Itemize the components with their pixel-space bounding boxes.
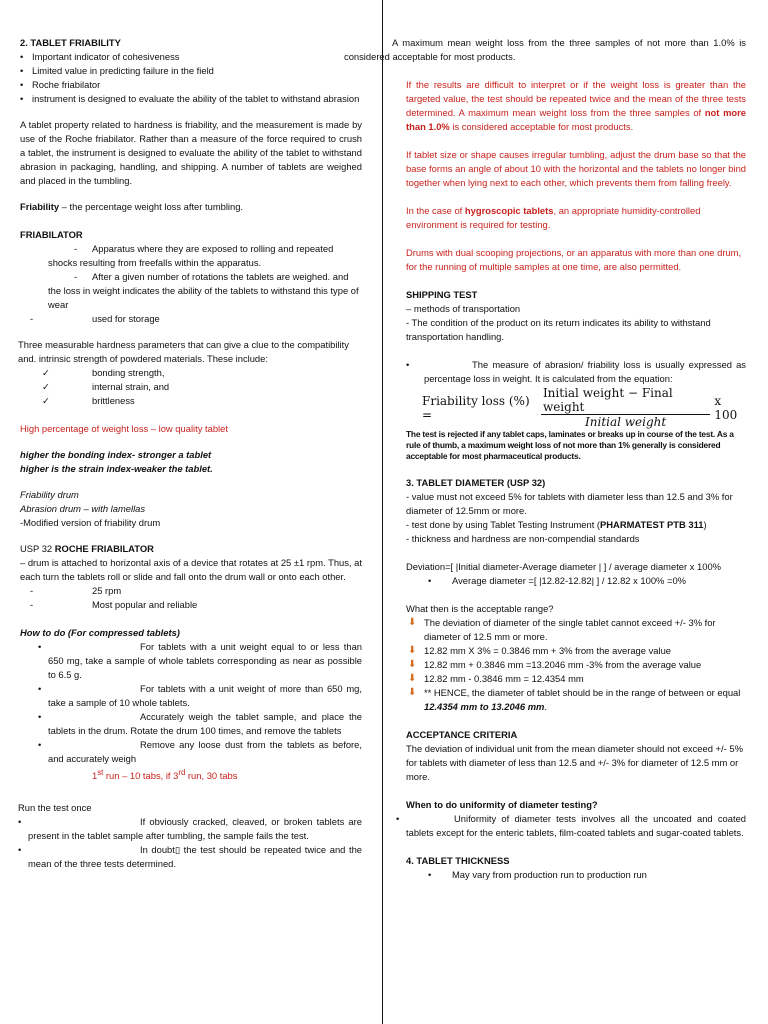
list-item: • In doubt▯ the test should be repeated twice and the mean of the three tests determined.	[18, 844, 362, 870]
average-formula: • Average diameter =[ |12.82-12.82| ] / 12.82 x 100% =0%	[428, 575, 687, 586]
red-text: , an appropriate humidity-controlled environment is required for testing.	[406, 205, 701, 230]
section-title-shipping: SHIPPING TEST	[406, 289, 478, 300]
section-title-friability: 2. TABLET FRIABILITY	[20, 37, 121, 48]
drum-line: Friability drum	[20, 489, 79, 500]
shipping-line: - The condition of the product on its return indicates its ability to withstand transportation handling.	[406, 317, 711, 342]
diameter-line: - thickness and hardness are non-compendial standards	[406, 533, 640, 544]
list-item-text: In doubt▯ the test should be repeated twice and the mean of the three tests determined.	[28, 844, 362, 870]
run-once: Run the test once	[18, 802, 92, 814]
runs-text: run – 10 tabs, if 3	[103, 770, 179, 782]
shipping-line: – methods of transportation	[406, 303, 521, 314]
formula-numerator: Initial weight − Final weight	[541, 386, 710, 415]
high-loss-note: High percentage of weight loss – low quality tablet	[20, 423, 228, 434]
howto-title: How to do (For compressed tablets)	[20, 627, 180, 638]
hardness-intro: Three measurable hardness parameters that can give a clue to the compatibility and. intrinsic strength of powdered materials. These include:	[18, 339, 349, 364]
mean-loss-top: A maximum mean weight loss from the three samples of not more than 1.0% is considered acceptable for most products.	[344, 37, 746, 62]
list-item: ⬇ The deviation of diameter of the single tablet cannot exceed +/- 3% for diameter of 12.5 mm or more.	[406, 616, 746, 644]
diameter-text: - test done by using Tablet Testing Instrument (	[406, 519, 601, 530]
list-item-text: For tablets with a unit weight of more than 650 mg, take a sample of 10 whole tablets.	[48, 683, 362, 708]
runs-sup: st	[97, 768, 104, 777]
friability-formula	[422, 386, 746, 429]
drum-line: -Modified version of friability drum	[20, 517, 161, 528]
formula-rhs: x 100	[714, 393, 738, 422]
diameter-text: )	[703, 519, 707, 530]
runs-text: run, 30 tabs	[185, 770, 238, 782]
list-item-text: May vary from production run to production run	[452, 869, 647, 880]
list-item: • The measure of abrasion/ friability loss is usually expressed as percentage loss in weight. It is calculated from the equation:	[406, 359, 746, 384]
usp-description: – drum is attached to horizontal axis of a device that rotates at 25 ±1 rpm. Thus, at each turn the tablets roll or slide and fall onto the drum wall or onto each other.	[20, 557, 362, 582]
list-item: • For tablets with a unit weight of more than 650 mg, take a sample of 10 whole tablets.	[38, 683, 362, 708]
formula-lhs: Friability loss (%) =	[422, 393, 530, 422]
list-item-text: For tablets with a unit weight equal to or less than 650 mg, take a sample of whole tablets corresponding as near as possible to 6.5 g.	[48, 641, 362, 680]
list-item: • Accurately weigh the tablet sample, and place the tablets in the drum. Rotate the drum 100 times, and remove the tablets	[38, 711, 362, 736]
red-note-hygroscopic	[406, 204, 746, 232]
red-note-tumbling: If tablet size or shape causes irregular tumbling, adjust the drum base so that the base forms an angle of about 10 with the horizontal and the tablets no longer bind together when lying next to each other, which prevents them from falling freely.	[406, 149, 746, 188]
right-column	[344, 36, 746, 882]
section-title-acceptance: ACCEPTANCE CRITERIA	[406, 729, 518, 740]
definition-term: Friability	[20, 201, 60, 212]
formula-fraction	[541, 386, 710, 429]
list-item: ✓ internal strain, and	[20, 380, 362, 394]
runs-sup: rd	[178, 768, 186, 777]
list-item: - Most popular and reliable	[20, 598, 362, 612]
section-title-diameter: 3. TABLET DIAMETER (USP 32)	[406, 477, 546, 488]
section-title-thickness: 4. TABLET THICKNESS	[406, 855, 510, 866]
list-item: - 25 rpm	[20, 584, 362, 598]
red-text: In the case of	[406, 205, 465, 216]
hence-text: ** HENCE, the diameter of tablet should be in the range of between or equal	[424, 687, 741, 698]
red-note-drums: Drums with dual scooping projections, or an apparatus with more than one drum, for the running of multiple samples at one time, are also permitted.	[406, 247, 742, 272]
section-title-friabilator: FRIABILATOR	[20, 229, 83, 240]
definition-text: – the percentage weight loss after tumbling.	[59, 201, 244, 212]
instrument-name: PHARMATEST PTB 311	[600, 519, 704, 530]
list-item: • instrument is designed to evaluate the ability of the tablet to withstand abrasion	[20, 92, 362, 106]
list-item: ⬇ 12.82 mm + 0.3846 mm =13.2046 mm -3% from the average value	[406, 658, 746, 672]
list-item: ✓ brittleness	[20, 394, 362, 408]
hence-text: .	[544, 701, 547, 712]
drum-line: Abrasion drum – with lamellas	[20, 503, 146, 514]
red-text: is considered acceptable for most products.	[449, 121, 634, 132]
red-bold: hygroscopic tablets	[464, 205, 554, 216]
list-item: • Roche friabilator	[20, 78, 362, 92]
list-item: ✓ bonding strength,	[20, 366, 362, 380]
list-item: - After a given number of rotations the tablets are weighed. and the loss in weight indicates the ability of the tablets to withstand this type of wear	[20, 270, 362, 312]
red-text: If the results are difficult to interpret or if the weight loss is greater than the targeted value, the test should be repeated twice and the mean of the three tests determined. A maximum mean weight loss from the three samples of	[406, 79, 746, 118]
paragraph-friability-intro: A tablet property related to hardness is friability, and the measurement is made by use of the Roche friabilator. Rather than a measure of the force required to crush a tablet, the instrument is designed to evaluate the ability of the tablet to withstand abrasion in packaging, handling, and shipping. A number of tablets are weighed and placed in the tumbling.	[20, 119, 362, 186]
list-item-text: The measure of abrasion/ friability loss is usually expressed as percentage loss in weight. It is calculated from the equation:	[424, 359, 746, 384]
list-item: - Apparatus where they are exposed to rolling and repeated shocks resulting from freefalls within the apparatus.	[20, 242, 362, 270]
formula-denominator: Initial weight	[585, 415, 667, 429]
runs-text: 1	[92, 770, 98, 782]
list-item: • Important indicator of cohesiveness	[20, 50, 362, 64]
list-item-text: Accurately weigh the tablet sample, and place the tablets in the drum. Rotate the drum 100 times, and remove the tablets	[48, 711, 362, 736]
list-item: • For tablets with a unit weight equal to or less than 650 mg, take a sample of whole tablets corresponding as near as possible to 6.5 g.	[38, 641, 362, 680]
average-text: Average diameter =[ |12.82-12.82| ] / 12.82 x 100% =0%	[452, 575, 687, 586]
list-item: • Remove any loose dust from the tablets as before, and accurately weigh	[38, 739, 362, 764]
friability-definition	[20, 200, 362, 214]
acceptance-text: The deviation of individual unit from the mean diameter should not exceed +/- 5% for tablets with diameter of less than 12.5 and +/- 3% for diameter of 12.5 mm or more.	[406, 743, 743, 782]
reject-note: The test is rejected if any tablet caps, laminates or breaks up in course of the test. As a rule of thumb, a maximum weight loss of not more than 1% generally is considered acceptable for most pharmaceutical products.	[406, 429, 734, 461]
list-item: ⬇ 12.82 mm - 0.3846 mm = 12.4354 mm	[406, 672, 746, 686]
when-title: When to do uniformity of diameter testing?	[406, 799, 598, 810]
list-item: ⬇ 12.82 mm X 3% = 0.3846 mm + 3% from the average value	[406, 644, 746, 658]
list-item: • Uniformity of diameter tests involves all the uncoated and coated tablets except for the enteric tablets, film-coated tablets and sugar-coated tablets.	[396, 813, 746, 838]
usp-title-bold: ROCHE FRIABILATOR	[54, 543, 154, 554]
diameter-line	[406, 518, 746, 532]
friability-bullets	[20, 50, 362, 106]
list-item: - used for storage	[20, 312, 362, 326]
column-divider	[382, 0, 383, 1024]
deviation-formula: Deviation=[ |Initial diameter-Average diameter | ] / average diameter x 100%	[406, 561, 722, 572]
red-note-results	[406, 78, 746, 134]
list-item-text: Remove any loose dust from the tablets as before, and accurately weigh	[48, 739, 362, 764]
list-item: • Limited value in predicting failure in the field	[20, 64, 362, 78]
hence-range: 12.4354 mm to 13.2046 mm	[424, 701, 545, 712]
red-bold: not more than 1.0%	[406, 107, 746, 132]
left-column	[20, 36, 362, 871]
list-item: • May vary from production run to production run	[428, 869, 647, 880]
runs-note	[20, 766, 362, 783]
range-question: What then is the acceptable range?	[406, 603, 554, 614]
bonding-index-note: higher the bonding index- stronger a tablet	[20, 449, 212, 460]
diameter-line: - value must not exceed 5% for tablets with diameter less than 12.5 and 3% for diameter of 12.5mm or more.	[406, 491, 733, 516]
list-item-text: If obviously cracked, cleaved, or broken tablets are present in the tablet sample after tumbling, the sample fails the test.	[28, 816, 362, 842]
list-item	[406, 686, 746, 714]
usp-title-plain: USP 32	[20, 543, 55, 554]
strain-index-note: higher is the strain index-weaker the tablet.	[20, 463, 213, 474]
list-item: • If obviously cracked, cleaved, or broken tablets are present in the tablet sample after tumbling, the sample fails the test.	[18, 816, 362, 842]
usp-title	[20, 542, 362, 556]
list-item-text: Uniformity of diameter tests involves all the uncoated and coated tablets except for the enteric tablets, film-coated tablets and sugar-coated tablets.	[406, 813, 746, 838]
